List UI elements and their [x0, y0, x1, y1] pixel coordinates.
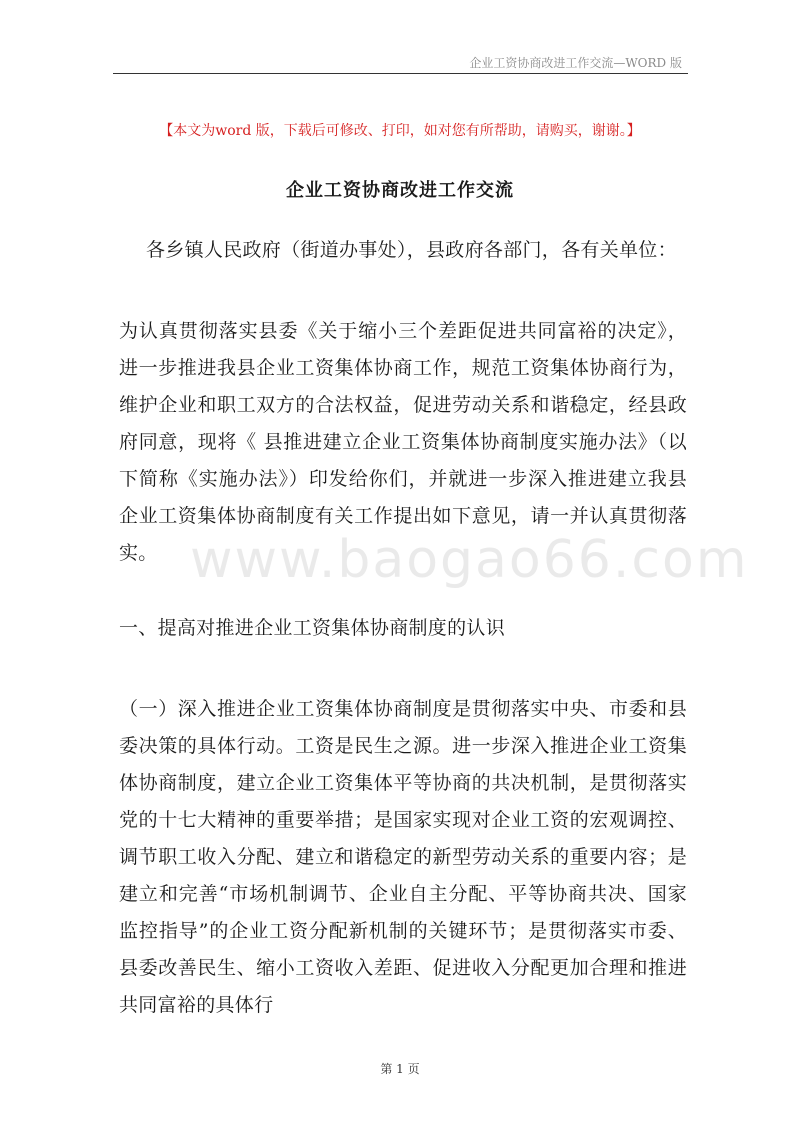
- watermark: www.baogao66.com: [190, 530, 749, 590]
- salutation: 各乡镇人民政府（街道办事处），县政府各部门，各有关单位：: [146, 239, 677, 261]
- page-number: 第 1 页: [380, 1062, 420, 1076]
- running-header: 企业工资协商改进工作交流—WORD 版: [469, 56, 682, 70]
- paragraph-section-1-1: （一）深入推进企业工资集体协商制度是贯彻落实中央、市委和县委决策的具体行动。工资是民生之源。进一步深入推进企业工资集体协商制度，建立企业工资集体平等协商的共决机制，是贯彻落实党的十七大精神的重要举措；是国家实现对企业工资的宏观调控、调节职工收入分配、建立和谐稳定的新型劳动关系的重要内容；是建立和完善“市场机制调节、企业自主分配、平等协商共决、国家监控指导”的企业工资分配新机制的关键环节；是贯彻落实市委、县委改善民生、缩小工资收入差距、促进收入分配更加合理和推进共同富裕的具体行: [119, 698, 687, 1016]
- header-divider: [113, 73, 688, 74]
- purchase-notice: 【本文为word 版，下载后可修改、打印，如对您有所帮助，请购买，谢谢。】: [159, 123, 641, 139]
- section-heading-1: 一、提高对推进企业工资集体协商制度的认识: [119, 617, 506, 639]
- document-title: 企业工资协商改进工作交流: [286, 180, 514, 201]
- paragraph-intro: 为认真贯彻落实县委《关于缩小三个差距促进共同富裕的决定》，进一步推进我县企业工资集体协商工作，规范工资集体协商行为，维护企业和职工双方的合法权益，促进劳动关系和谐稳定，经县政府同意，现将《 县推进建立企业工资集体协商制度实施办法》（以下简称《实施办法》）印发给你们，并就进一步深入推进建立我县企业工资集体协商制度有关工作提出如下意见，请一并认真贯彻落实。: [119, 320, 687, 564]
